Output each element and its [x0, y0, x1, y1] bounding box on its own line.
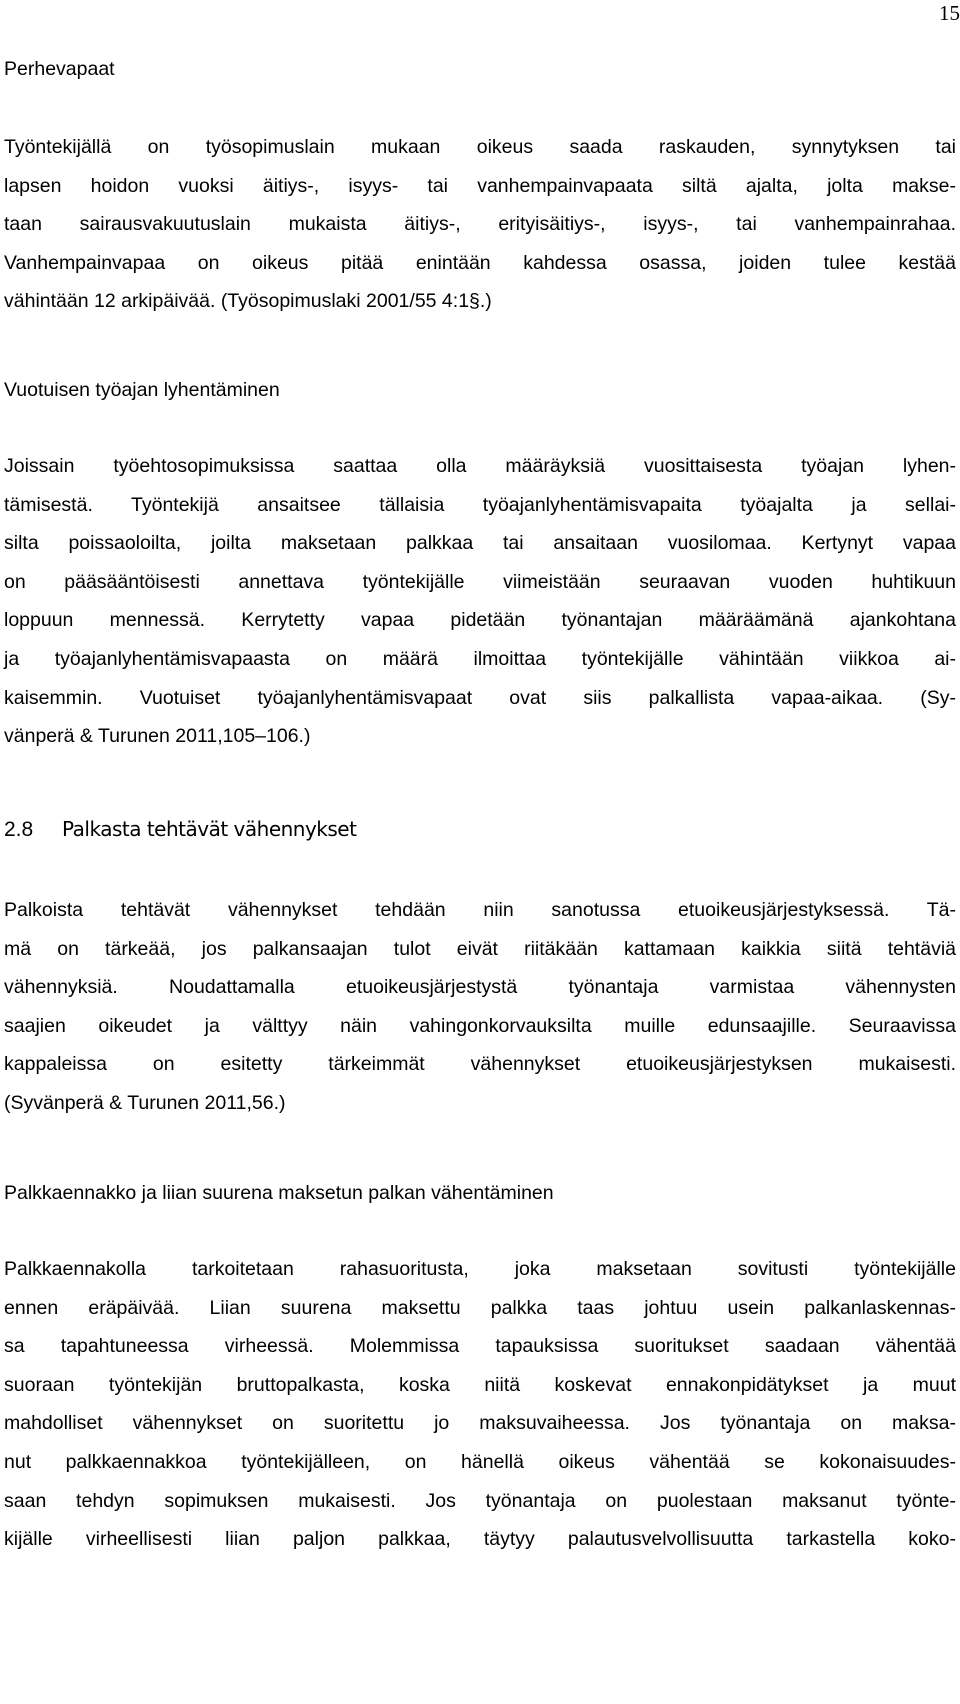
text-line: lapsen hoidon vuoksi äitiys-, isyys- tai vanhempainvapaata siltä ajalta, jolta makse-	[4, 174, 956, 197]
text-line: Joissain työehtosopimuksissa saattaa olla määräyksiä vuosittaisesta työajan lyhen-	[4, 455, 956, 477]
text-line: Palkkaennakolla tarkoitetaan rahasuoritusta, joka maksetaan sovitusti työntekijälle	[4, 1258, 956, 1280]
text-line: loppuun mennessä. Kerrytetty vapaa pidetään työnantajan määräämänä ajankohtana	[4, 609, 956, 632]
page-number: 15	[939, 1, 960, 25]
text-line: nut palkkaennakkoa työntekijälleen, on hänellä oikeus vähentää se kokonaisuudes-	[4, 1450, 956, 1473]
heading-palkkaennakko: Palkkaennakko ja liian suurena maksetun palkan vähentäminen	[4, 1182, 554, 1204]
paragraph-vuotuisen-tyoajan-lyhentaminen	[4, 447, 956, 756]
section-title: Palkasta tehtävät vähennykset	[62, 817, 357, 841]
text-line: vähennyksiä. Noudattamalla etuoikeusjärjestystä työnantaja varmistaa vähennysten	[4, 976, 956, 999]
text-line: saajien oikeudet ja välttyy näin vahingonkorvauksilta muille edunsaajille. Seuraavissa	[4, 1014, 956, 1037]
text-line: mä on tärkeää, jos palkansaajan tulot eivät riitäkään kattamaan kaikkia siitä tehtäviä	[4, 937, 956, 960]
text-line: saan tehdyn sopimuksen mukaisesti. Jos työnantaja on puolestaan maksanut työnte-	[4, 1489, 956, 1512]
section-heading-2-8	[4, 815, 356, 844]
paragraph-perhevapaat	[4, 128, 956, 321]
text-line: Työntekijällä on työsopimuslain mukaan oikeus saada raskauden, synnytyksen tai	[4, 136, 956, 158]
heading-perhevapaat: Perhevapaat	[4, 58, 115, 80]
text-line: ennen eräpäivää. Liian suurena maksettu palkka taas johtuu usein palkanlaskennas-	[4, 1296, 956, 1319]
text-line: taan sairausvakuutuslain mukaista äitiys-, erityisäitiys-, isyys-, tai vanhempainrahaa.	[4, 213, 956, 236]
text-line: kijälle virheellisesti liian paljon palkkaa, täytyy palautusvelvollisuutta tarkastella koko-	[4, 1528, 956, 1551]
text-line: tämisestä. Työntekijä ansaitsee tällaisia työajanlyhentämisvapaita työajalta ja sellai-	[4, 493, 956, 516]
text-line: suoraan työntekijän bruttopalkasta, koska niitä koskevat ennakonpidätykset ja muut	[4, 1373, 956, 1396]
text-line: vähintään 12 arkipäivää. (Työsopimuslaki 2001/55 4:1§.)	[4, 290, 492, 313]
section-number: 2.8	[4, 818, 34, 841]
text-line: Vanhempainvapaa on oikeus pitää enintään kahdessa osassa, joiden tulee kestää	[4, 251, 956, 274]
text-line: kaisemmin. Vuotuiset työajanlyhentämisvapaat ovat siis palkallista vapaa-aikaa. (Sy-	[4, 686, 956, 709]
text-line: ja työajanlyhentämisvapaasta on määrä ilmoittaa työntekijälle vähintään viikkoa ai-	[4, 647, 956, 670]
text-line: sa tapahtuneessa virheessä. Molemmissa tapauksissa suoritukset saadaan vähentää	[4, 1335, 956, 1358]
text-line: silta poissaoloilta, joilta maksetaan palkkaa tai ansaitaan vuosilomaa. Kertynyt vapaa	[4, 532, 956, 555]
text-line: kappaleissa on esitetty tärkeimmät vähennykset etuoikeusjärjestyksen mukaisesti.	[4, 1053, 956, 1076]
text-line: (Syvänperä & Turunen 2011,56.)	[4, 1091, 286, 1114]
text-line: vänperä & Turunen 2011,105–106.)	[4, 725, 311, 748]
paragraph-palkkaennakko	[4, 1250, 956, 1559]
text-line: on pääsääntöisesti annettava työntekijälle viimeistään seuraavan vuoden huhtikuun	[4, 570, 956, 593]
paragraph-vahennykset	[4, 891, 956, 1123]
heading-vuotuisen-tyoajan-lyhentaminen: Vuotuisen työajan lyhentäminen	[4, 379, 280, 401]
text-line: mahdolliset vähennykset on suoritettu jo maksuvaiheessa. Jos työnantaja on maksa-	[4, 1412, 956, 1435]
text-line: Palkoista tehtävät vähennykset tehdään niin sanotussa etuoikeusjärjestyksessä. Tä-	[4, 899, 956, 921]
